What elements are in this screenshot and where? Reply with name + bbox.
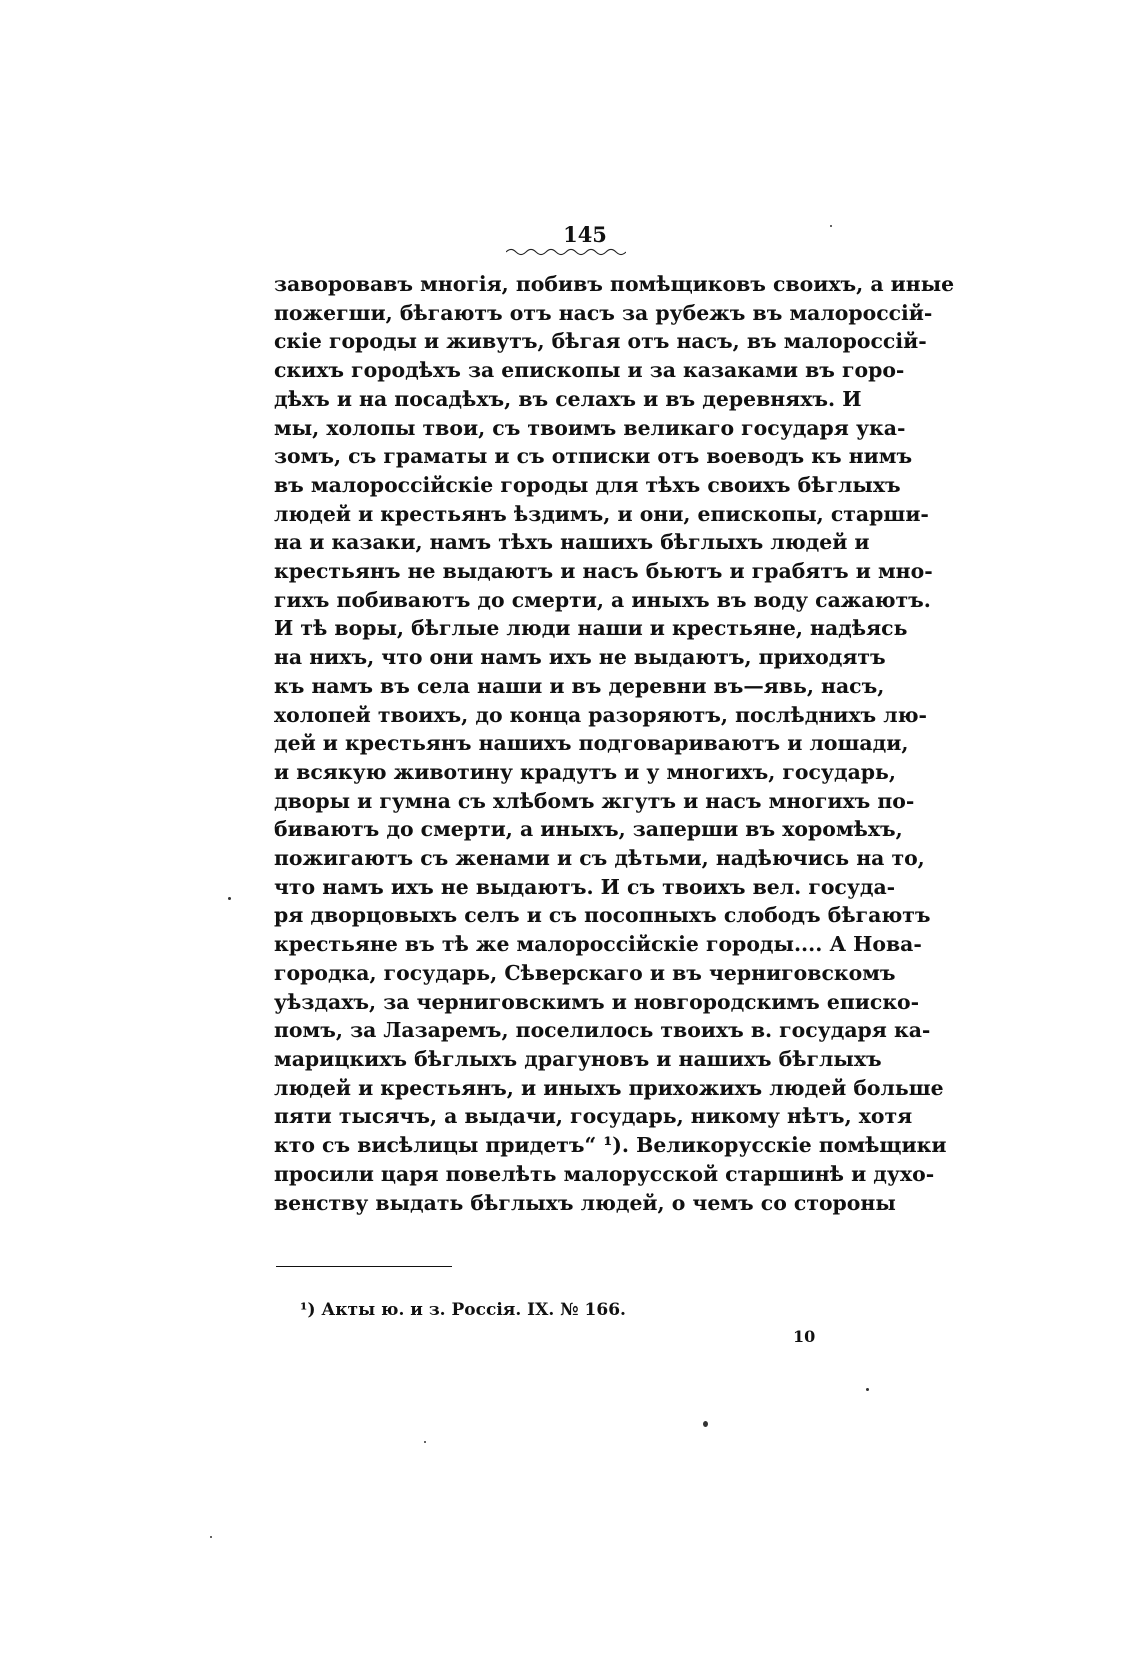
text-line: И тѣ воры, бѣглые люди наши и крестьяне, надѣясь (274, 616, 908, 641)
scan-speck (830, 225, 832, 227)
scan-speck (210, 1536, 212, 1538)
text-line: и всякую животину крадутъ и у многихъ, государь, (274, 759, 896, 784)
text-line: пожегши, бѣгаютъ отъ насъ за рубежъ въ малороссій- (274, 300, 933, 325)
text-line: ря дворцовыхъ селъ и съ посопныхъ слободъ бѣгаютъ (274, 903, 931, 928)
text-line: въ малороссійскіе городы для тѣхъ своихъ бѣглыхъ (274, 472, 901, 497)
header-ornament (506, 246, 626, 256)
text-line: крестьяне въ тѣ же малороссійскіе городы.... А Нова- (274, 932, 922, 957)
text-line: скихъ городѣхъ за епископы и за казаками въ горо- (274, 358, 905, 383)
text-line: дѣхъ и на посадѣхъ, въ селахъ и въ деревняхъ. И (274, 386, 862, 411)
text-line: пожигаютъ съ женами и съ дѣтьми, надѣючись на то, (274, 846, 925, 871)
signature-mark: 10 (793, 1327, 816, 1346)
footnote-rule (276, 1266, 452, 1267)
text-line: просили царя повелѣть малорусской старшинѣ и духо- (274, 1161, 935, 1186)
text-line: къ намъ въ села наши и въ деревни въ—явь, насъ, (274, 673, 885, 698)
text-line: городка, государь, Сѣверскаго и въ черниговскомъ (274, 960, 896, 985)
text-line: холопей твоихъ, до конца разоряютъ, послѣднихъ лю- (274, 702, 928, 727)
scan-speck (866, 1388, 869, 1391)
text-line: уѣздахъ, за черниговскимъ и новгородскимъ еписко- (274, 989, 920, 1014)
text-line: зомъ, съ граматы и съ отписки отъ воеводъ къ нимъ (274, 444, 913, 469)
text-line: на и казаки, намъ тѣхъ нашихъ бѣглыхъ людей и (274, 530, 870, 555)
text-line: людей и крестьянъ, и иныхъ прихожихъ людей больше (274, 1075, 944, 1100)
text-line: заворовавъ многія, побивъ помѣщиковъ своихъ, а иные (274, 272, 955, 296)
text-line: дей и крестьянъ нашихъ подговариваютъ и лошади, (274, 731, 909, 756)
scan-speck (424, 1441, 426, 1443)
body-text (274, 270, 955, 1217)
text-line: что намъ ихъ не выдаютъ. И съ твоихъ вел. госуда- (274, 874, 896, 899)
text-line: крестьянъ не выдаютъ и насъ бьютъ и грабятъ и мно- (274, 559, 933, 584)
text-line: людей и крестьянъ ѣздимъ, и они, епископы, старши- (274, 501, 929, 526)
scan-speck (703, 1421, 708, 1427)
text-line: мы, холопы твои, съ твоимъ великаго государя ука- (274, 415, 906, 440)
text-line: гихъ побиваютъ до смерти, а иныхъ въ воду сажаютъ. (274, 587, 931, 612)
text-line: дворы и гумна съ хлѣбомъ жгутъ и насъ многихъ по- (274, 788, 915, 813)
page-number: 145 (563, 222, 607, 247)
text-line: биваютъ до смерти, а иныхъ, заперши въ хоромѣхъ, (274, 817, 903, 842)
footnote: ¹) Акты ю. и з. Россія. IX. № 166. (300, 1300, 626, 1320)
text-line: на нихъ, что они намъ ихъ не выдаютъ, приходятъ (274, 645, 886, 670)
text-line: пяти тысячъ, а выдачи, государь, никому нѣтъ, хотя (274, 1104, 913, 1129)
text-line: венству выдать бѣглыхъ людей, о чемъ со стороны (274, 1190, 896, 1215)
text-line: кто съ висѣлицы придетъ“ ¹). Великорусскіе помѣщики (274, 1133, 947, 1158)
text-line: марицкихъ бѣглыхъ драгуновъ и нашихъ бѣглыхъ (274, 1046, 882, 1071)
text-line: помъ, за Лазаремъ, поселилось твоихъ в. государя ка- (274, 1018, 931, 1043)
text-line: скіе городы и живутъ, бѣгая отъ насъ, въ малороссій- (274, 329, 927, 354)
scan-speck (228, 897, 231, 900)
